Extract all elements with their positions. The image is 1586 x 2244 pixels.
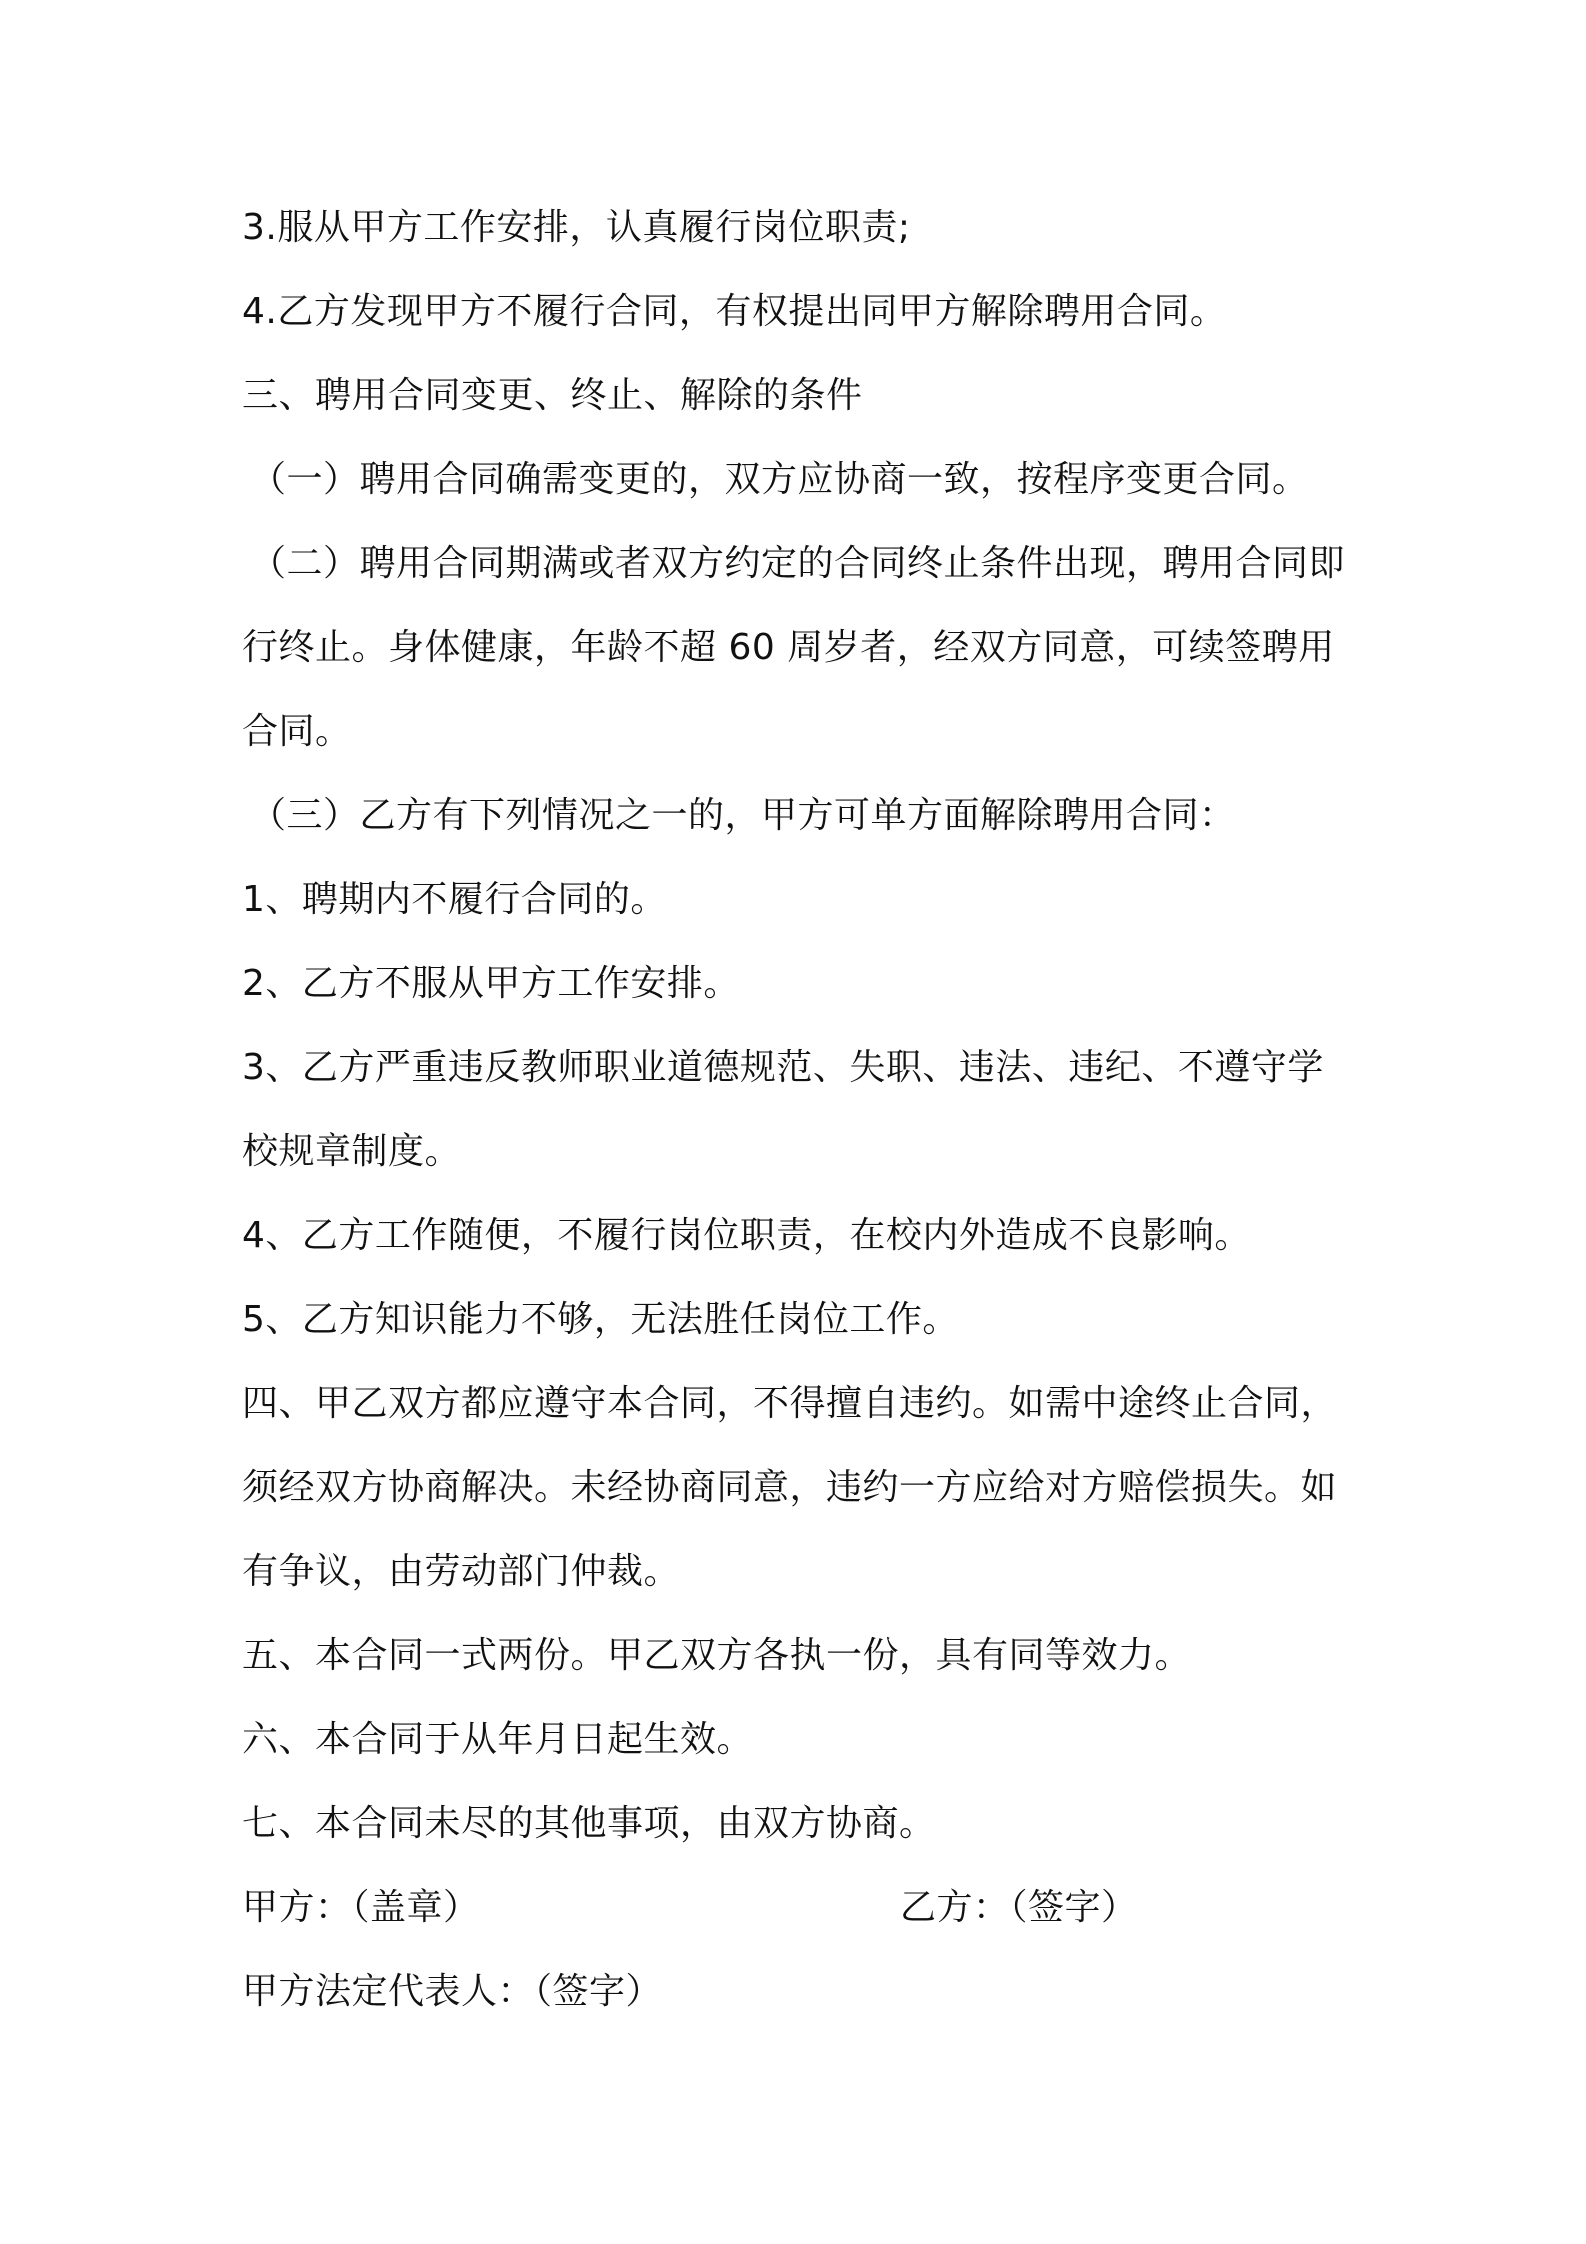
party-a-representative-signature: 甲方法定代表人：（签字） (242, 1971, 663, 2012)
text-line: 3.服从甲方工作安排，认真履行岗位职责; (242, 207, 911, 248)
section-heading: 七、本合同未尽的其他事项，由双方协商。 (242, 1803, 936, 1844)
party-b-signature: 乙方：（签字） (900, 1887, 1138, 1928)
list-item: 3、乙方严重违反教师职业道德规范、失职、违法、违纪、不遵守学 (242, 1047, 1324, 1088)
section-heading: 五、本合同一式两份。甲乙双方各执一份，具有同等效力。 (242, 1635, 1192, 1676)
section-heading: 六、本合同于从年月日起生效。 (242, 1719, 754, 1760)
text-line: 行终止。身体健康，年龄不超 60 周岁者，经双方同意，可续签聘用 (242, 627, 1335, 668)
list-item: 1、聘期内不履行合同的。 (242, 879, 667, 920)
section-heading: 三、聘用合同变更、终止、解除的条件 (242, 375, 863, 416)
list-item-continuation: 校规章制度。 (242, 1131, 462, 1172)
list-item: 5、乙方知识能力不够，无法胜任岗位工作。 (242, 1299, 959, 1340)
text-line: （三）乙方有下列情况之一的，甲方可单方面解除聘用合同： (250, 795, 1236, 836)
text-line: （一）聘用合同确需变更的，双方应协商一致，按程序变更合同。 (250, 459, 1309, 500)
section-heading: 四、甲乙双方都应遵守本合同，不得擅自违约。如需中途终止合同， (242, 1383, 1338, 1424)
list-item: 4、乙方工作随便，不履行岗位职责，在校内外造成不良影响。 (242, 1215, 1251, 1256)
text-line: 须经双方协商解决。未经协商同意，违约一方应给对方赔偿损失。如 (242, 1467, 1338, 1508)
text-line: 4.乙方发现甲方不履行合同，有权提出同甲方解除聘用合同。 (242, 291, 1227, 332)
text-line: （二）聘用合同期满或者双方约定的合同终止条件出现，聘用合同即 (250, 543, 1346, 584)
text-line: 有争议，由劳动部门仲裁。 (242, 1551, 681, 1592)
text-line: 合同。 (242, 711, 352, 752)
list-item: 2、乙方不服从甲方工作安排。 (242, 963, 740, 1004)
party-a-signature: 甲方：（盖章） (242, 1887, 480, 1928)
